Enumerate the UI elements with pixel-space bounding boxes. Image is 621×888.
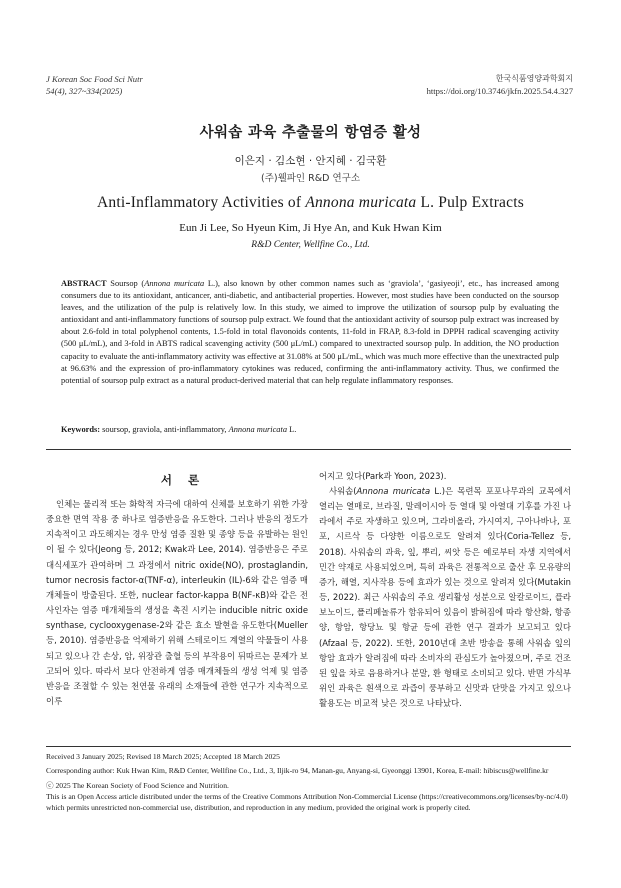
copyright: ⓒ 2025 The Korean Society of Food Science and Nutrition. [46, 780, 229, 790]
journal-citation [46, 73, 143, 97]
received-dates: Received 3 January 2025; Revised 18 March 2025; Accepted 18 March 2025 [46, 752, 280, 761]
intro-right-continuation: 어지고 있다(Park과 Yoon, 2023). [319, 471, 447, 481]
article-footer [46, 752, 571, 817]
intro-right-column: 사워솝(Annona muricata L.)은 목련목 포포나무과의 교목에서 열리는 열매로, 브라질, 말레이시아 등 열대 및 아열대 기후를 가진 나라에서 주로 자생하고 있으며, 그라비올라, 가시여지, 구아나바나, 포포, 시르삭 등 다양한 이름으로도 알려져 있다(Coria-Tellez 등, 2018). 사워솝의 과육, 잎, 뿌리, 씨앗 등은 예로부터 자생 지역에서 민간 약재로 사용되었으며, 특히 과육은 전통적으로 출산 후 모유량의 증가, 해열, 지사작용 등에 효과가 있는 것으로 알려져 있다(Mutakin 등, 2022). 최근 사워솝의 주요 생리활성 성분으로 알칼로이드, 플라보노이드, 폴리페놀류가 함유되어 있음이 밝혀짐에 따라 항산화, 항종양, 항암, 항당뇨 및 항균 등에 관한 연구 결과가 보고되고 있다(Afzaal 등, 2022). 또한, 2010년대 초반 방송을 통해 사워솝 잎의 항암 효과가 알려짐에 따라 소비자의 관심도가 높아졌으며, 주로 건조된 잎을 차로 음용하거나 분말, 환 형태로 소비되고 있다. 반면 가식부위인 과육은 흰색으로 과즙이 풍부하고 신맛과 단맛을 가지고 있으나 활용도는 비교적 낮은 것으로 나타났다. [319, 486, 571, 709]
authors-english: Eun Ji Lee, So Hyeun Kim, Ji Hye An, and Kuk Hwan Kim [179, 222, 442, 234]
divider-top [46, 449, 571, 450]
title-english: Anti-Inflammatory Activities of Annona muricata L. Pulp Extracts [97, 194, 524, 211]
journal-issue: 54(4), 327~334(2025) [46, 86, 123, 96]
keywords: Keywords: soursop, graviola, anti-inflammatory, Annona muricata L. [61, 425, 297, 434]
affiliation-korean: (주)웰파인 R&D 연구소 [260, 173, 360, 184]
intro-left-column: 인체는 물리적 또는 화학적 자극에 대하여 신체를 보호하기 위한 가장 중요한 면역 작용 중 하나로 염증반응을 유도한다. 그러나 반응의 정도가 지속적이고 과도해지는 경우 만성 염증 질환 및 종양 등을 유발하는 원인이 될 수 있다(Jeong 등, 2012; Kwak과 Lee, 2014). 염증반응은 주로 대식세포가 관여하며 그 과정에서 nitric oxide(NO), prostaglandin, tumor necrosis factor-α(TNF-α), interleukin (IL)-6와 같은 염증 매개체들이 방출된다. 또한, nuclear factor-kappa B(NF-κB)와 같은 전사인자는 염증 매개체들의 생성을 촉진 시키는 inducible nitric oxide synthase, cyclooxygenase-2와 같은 효소 발현을 유도한다(Mueller 등, 2010). 염증반응을 억제하기 위해 스테로이드 계열의 약물들이 사용되고 있으나 간 손상, 암, 위장관 출혈 등의 부작용이 뒤따르는 문제가 보고되어 있다. 따라서 보다 안전하게 염증 매개체들의 생성 억제 및 염증반응을 조절할 수 있는 천연물 유래의 소재들에 관한 연구가 지속적으로 이루 [46, 499, 308, 707]
publisher-info [427, 73, 573, 97]
license-notice: This is an Open Access article distributed under the terms of the Creative Commons Attribution Non-Commercial License (https://creativecommons.org/licenses/by-nc/4.0) which permits unrestricted non-commercial use, distribution, and reproduction in any medium, provided the original work is properly cited. [46, 792, 568, 812]
section-heading-introduction: 서 론 [160, 473, 206, 487]
title-korean: 사워솝 과육 추출물의 항염증 활성 [199, 125, 422, 141]
society-name: 한국식품영양과학회지 [495, 74, 573, 83]
authors-korean: 이은지 · 김소현 · 안지혜 · 김국환 [234, 155, 387, 167]
abstract: ABSTRACT Soursop (Annona muricata L.), also known by other common names such as ‘graviola’, ‘gasiyeoji’, etc., has increased among consumers due to its antioxidant, anticancer, anti-diabetic, and antibacterial properties. However, most studies have been conducted on the soursop leaves, and the utilization of the pulp is relatively low. In this study, we aimed to improve the utilization of soursop pulp by evaluating the antioxidant and anti-inflammatory functions of soursop pulp extract. We found that the antioxidant activity of soursop pulp extract was increased by about 2.6-fold in total polyphenol contents, 1.5-fold in total flavonoids contents, 11-fold in FRAP, 8.3-fold in DPPH radical scavenging activity (500 μL/mL), and 3-fold in ABTS radical scavenging activity (500 μL/mL) compared to unextracted soursop pulp. In addition, the NO production capacity to evaluate the anti-inflammatory activity was effective at 31.08% at 500 μL/mL, which was much more effective than the unextracted pulp at 96.63% and the expression of pro-inflammatory cytokines was reduced, confirming the anti-inflammatory activity. Thus, we confirmed the potential of soursop pulp extract as a natural product-derived material that can help regulate inflammatory responses. [61, 279, 560, 385]
affiliation-english: R&D Center, Wellfine Co., Ltd. [251, 240, 370, 250]
doi-link[interactable]: https://doi.org/10.3746/jkfn.2025.54.4.327 [426, 86, 573, 96]
corresponding-author: Corresponding author: Kuk Hwan Kim, R&D Center, Wellfine Co., Ltd., 3, Iljik-ro 94, Manan-gu, Anyang-si, Gyeonggi 13901, Korea, E-mail: hibiscus@wellfine.kr [46, 766, 549, 776]
divider-footer [46, 746, 571, 747]
journal-name: J Korean Soc Food Sci Nutr [46, 74, 143, 84]
